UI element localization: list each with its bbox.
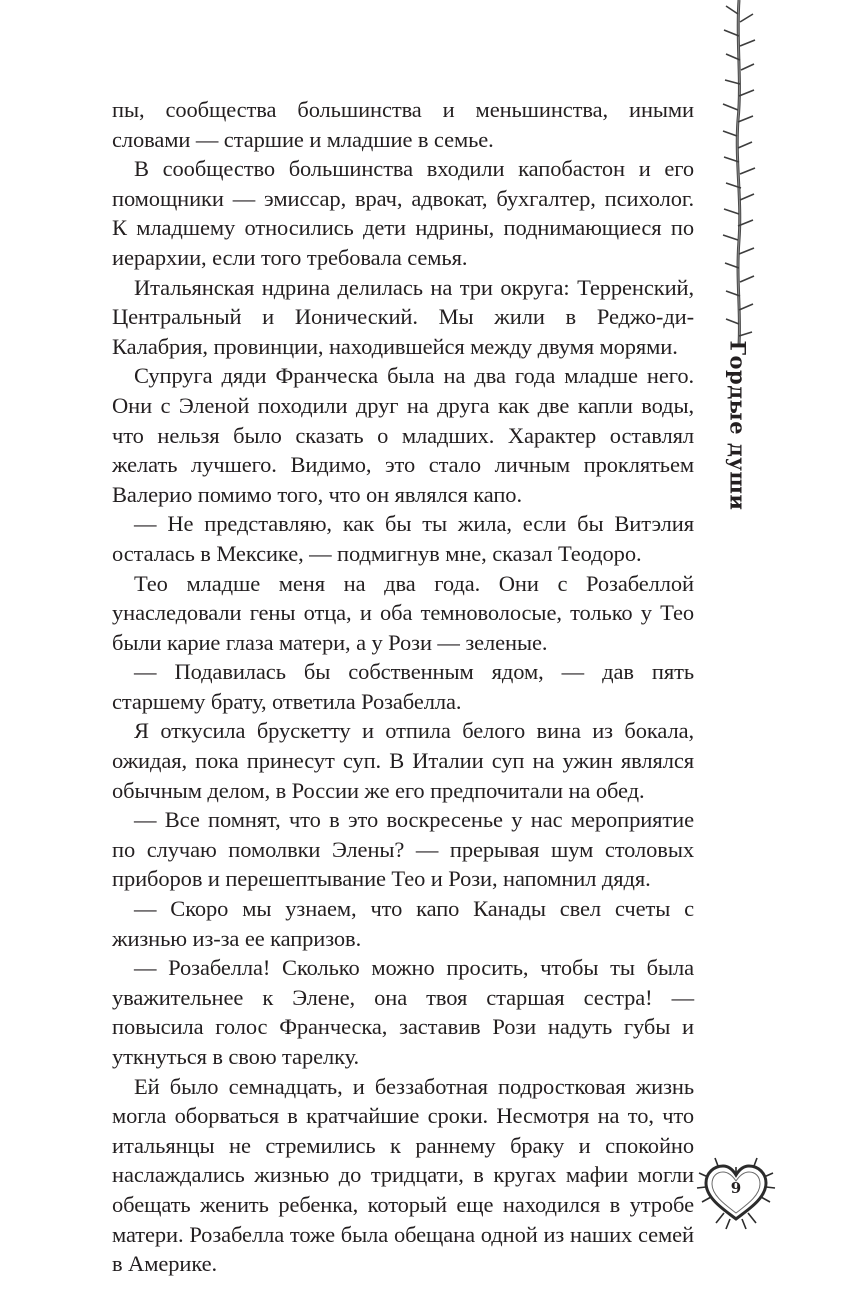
paragraph: — Розабелла! Сколько можно просить, чтобы ты была уважительнее к Элене, она твоя старшая сестра! — повысила голос Франческа, заставив Рози надуть губы и уткнуться в свою тарелку.: [112, 955, 694, 1069]
paragraph: — Скоро мы узнаем, что капо Канады свел счеты с жизнью из-за ее капризов.: [112, 896, 694, 951]
paragraph: Ей было семнадцать, и беззаботная подростковая жизнь могла оборваться в кратчайшие сроки. Несмотря на то, что итальянцы не стремились к раннему браку и спокойно наслаждались жизнью до тридцати, в кругах мафии могли обещать женить ребенка, который еще находился в утробе матери. Розабелла тоже была обещана одной из наших семей в Америке.: [112, 1073, 694, 1277]
paragraph: — Все помнят, что в это воскресенье у нас мероприятие по случаю помолвки Элены? — прерывая шум столовых приборов и перешептывание Тео и Рози, напомнил дядя.: [112, 807, 694, 892]
paragraph: Супруга дяди Франческа была на два года младше него. Они с Эленой походили друг на друга как две капли воды, что нельзя было сказать о младших. Характер оставлял желать лучшего. Видимо, это стало личным проклятьем Валерио помимо того, что он являлся капо.: [112, 363, 694, 507]
running-head: [724, 340, 752, 510]
paragraph: В сообщество большинства входили капобастон и его помощники — эмиссар, врач, адвокат, бухгалтер, психолог. К младшему относились дети ндрины, поднимающиеся по иерархии, если того требовала семья.: [112, 156, 694, 270]
paragraph: Я откусила брускетту и отпила белого вина из бокала, ожидая, пока принесут суп. В Италии суп на ужин являлся обычным делом, в России же его предпочитали на обед.: [112, 718, 694, 803]
body-text: [112, 95, 694, 1279]
paragraph: Тео младше меня на два года. Они с Розабеллой унаследовали гены отца, и оба темноволосые, только у Тео были карие глаза матери, а у Рози — зеленые.: [112, 570, 694, 655]
paragraph: — Не представляю, как бы ты жила, если бы Витэлия осталась в Мексике, — подмигнув мне, сказал Теодоро.: [112, 511, 694, 566]
page-number: 9: [730, 1179, 742, 1197]
thorny-vine-ornament: [714, 0, 764, 350]
paragraph: пы, сообщества большинства и меньшинства, иными словами — старшие и младшие в семье.: [112, 97, 694, 152]
paragraph: — Подавилась бы собственным ядом, — дав пять старшему брату, ответила Розабелла.: [112, 659, 694, 714]
running-head-title: Гордые души: [725, 340, 751, 510]
paragraph: Итальянская ндрина делилась на три округа: Терренский, Центральный и Ионический. Мы жили в Реджо-ди-Калабрия, провинции, находившейся между двумя морями.: [112, 274, 694, 359]
